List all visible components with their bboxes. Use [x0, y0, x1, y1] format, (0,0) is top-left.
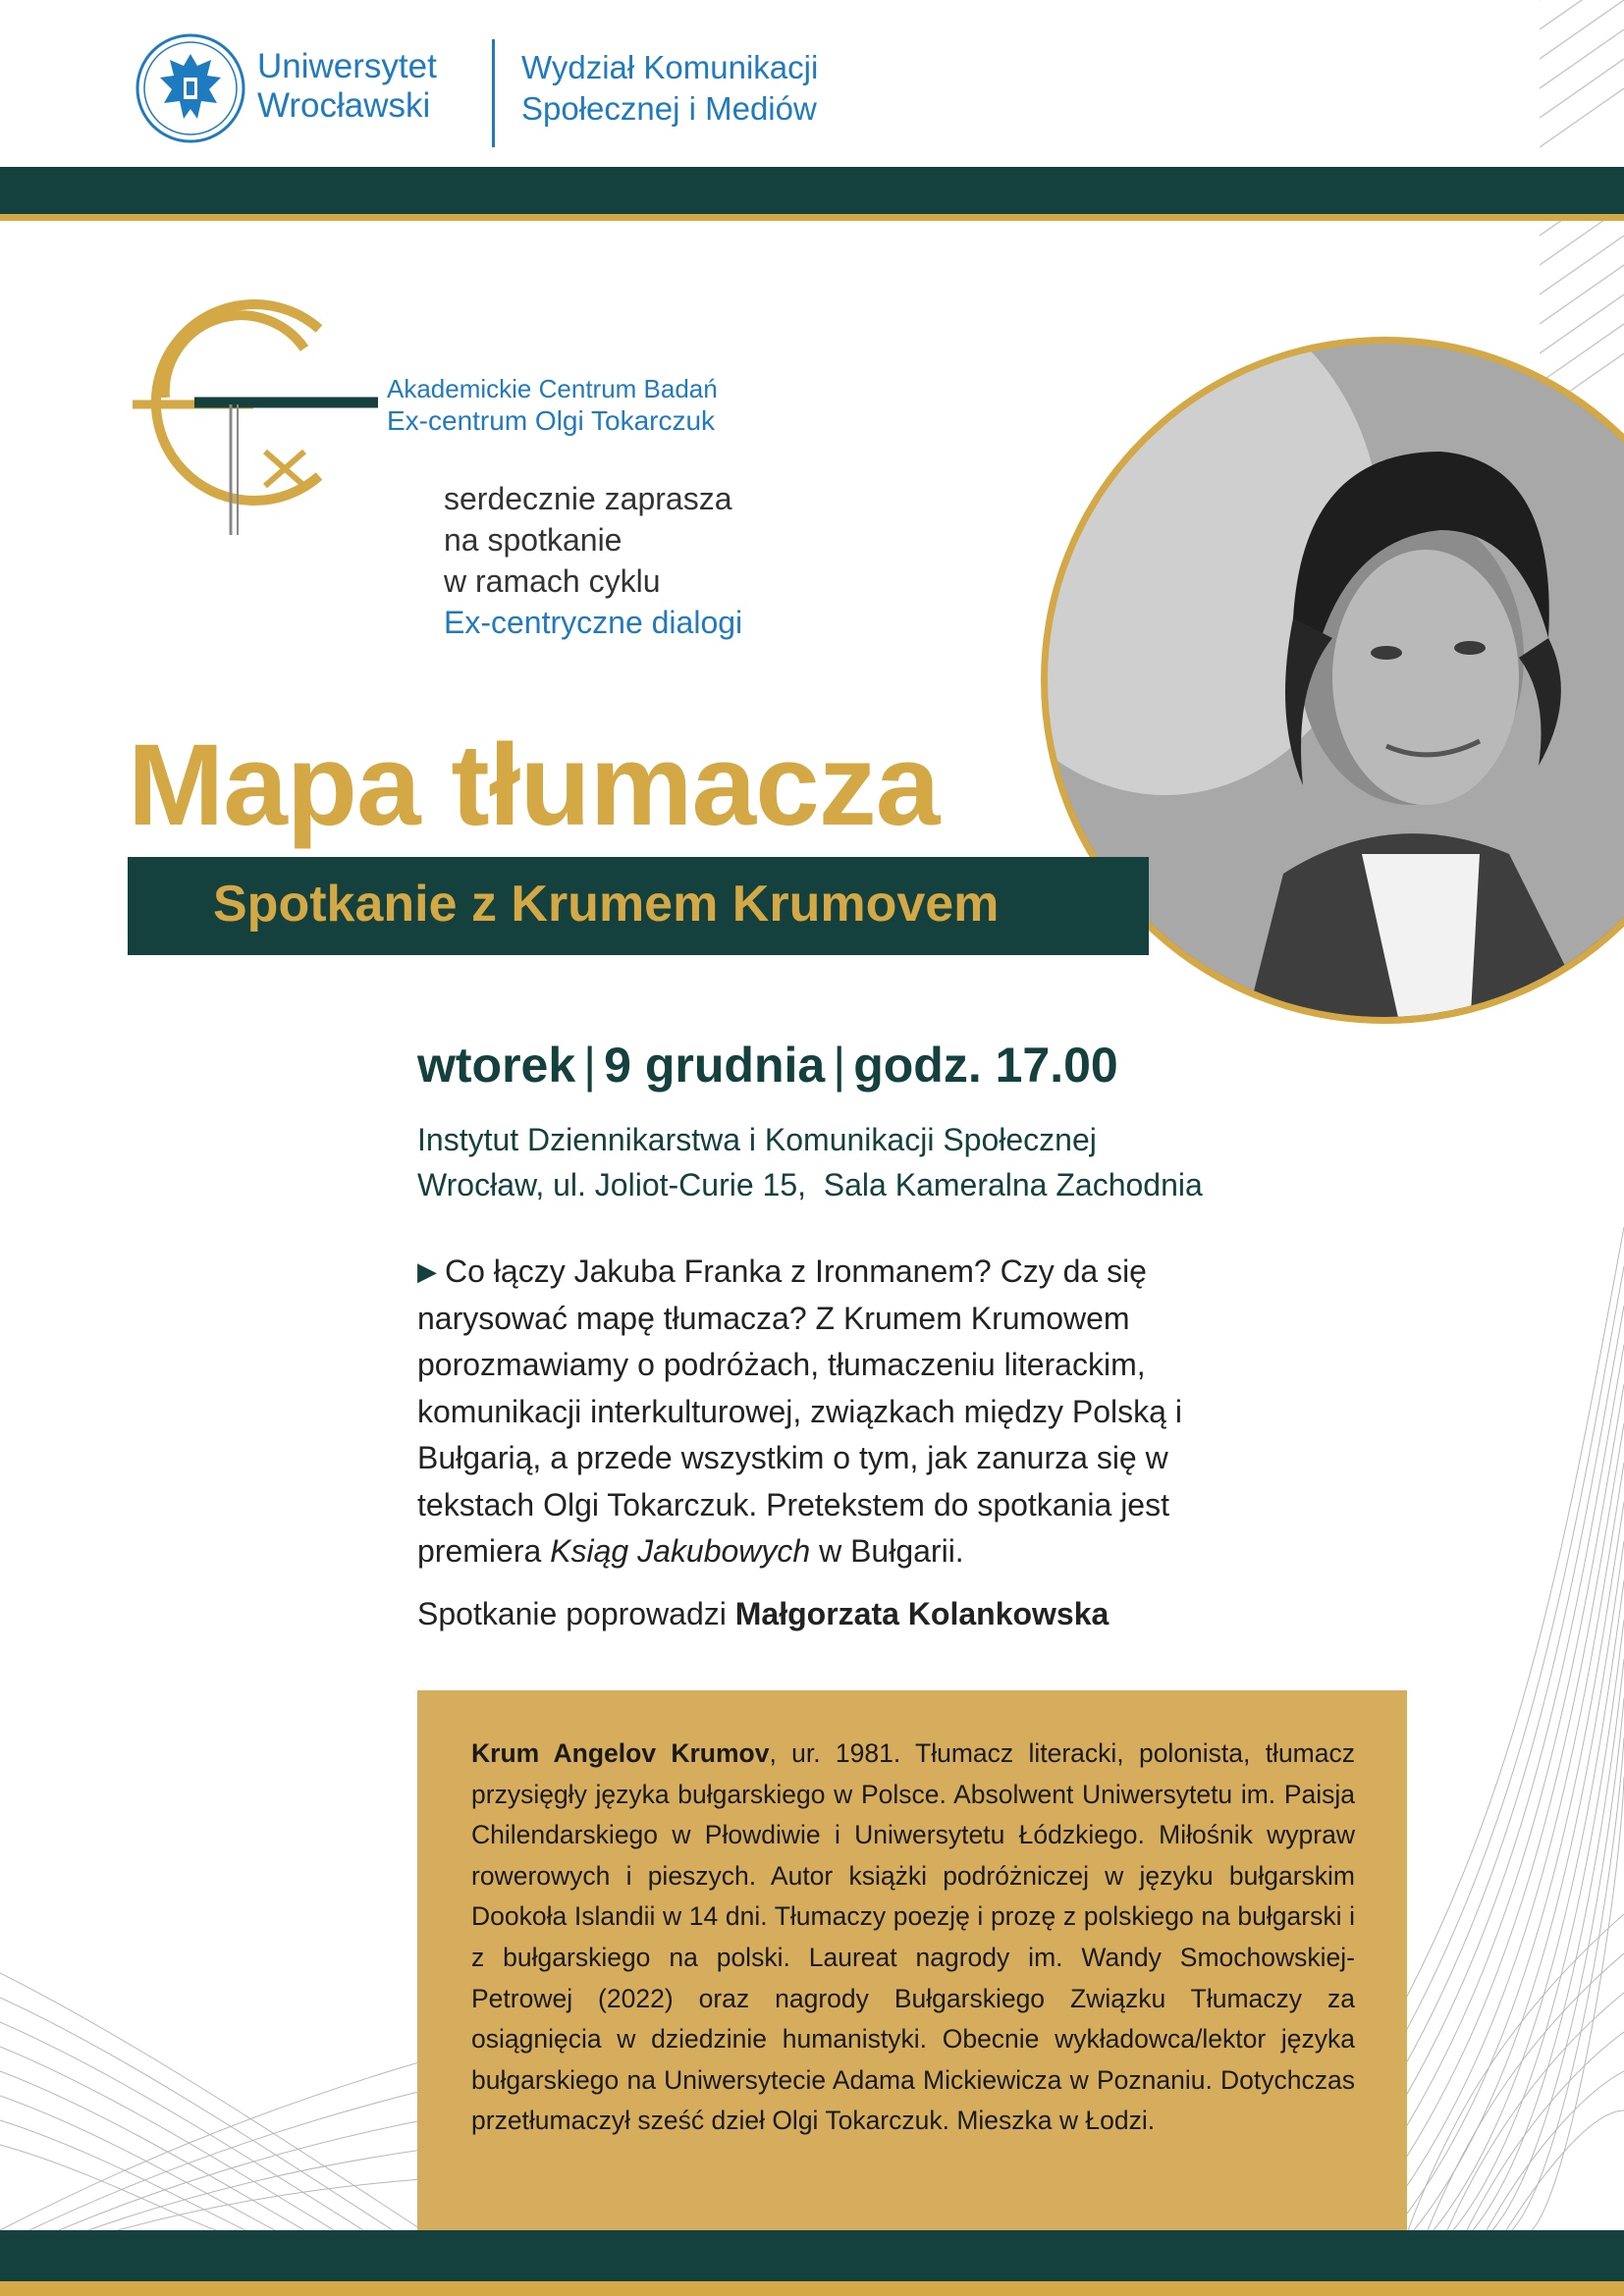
play-bullet-icon: ▶ — [417, 1256, 437, 1286]
university-name-line: Wrocławski — [257, 86, 431, 125]
faculty-name-line: Społecznej i Mediów — [521, 90, 817, 127]
footer-gold-stripe — [0, 2281, 1624, 2296]
venue-line-2: Wrocław, ul. Joliot-Curie 15, Sala Kameralna Zachodnia — [417, 1167, 1203, 1202]
series-name: Ex-centryczne dialogi — [444, 605, 743, 640]
invitation-line: na spotkanie — [444, 522, 623, 558]
header-band — [0, 167, 1624, 214]
centre-name-line-1: Akademickie Centrum Badań — [387, 374, 718, 403]
centre-name — [387, 373, 718, 438]
moderator-prefix: Spotkanie poprowadzi — [417, 1596, 727, 1631]
ex-centrum-logo-icon — [128, 294, 383, 540]
date-separator: | — [583, 1038, 597, 1093]
header-gold-stripe — [0, 214, 1624, 221]
event-day: wtorek — [417, 1038, 576, 1093]
moderator-name: Małgorzata Kolankowska — [734, 1596, 1110, 1631]
event-time: godz. 17.00 — [853, 1038, 1118, 1093]
event-venue — [417, 1117, 1203, 1207]
faculty-name-line: Wydział Komunikacji — [521, 49, 819, 85]
university-name-line: Uniwersytet — [257, 47, 437, 85]
faculty-name — [521, 47, 818, 130]
event-subtitle: Spotkanie z Krumem Krumovem — [213, 876, 1000, 933]
event-date: 9 grudnia — [604, 1038, 826, 1093]
bio-name: Krum Angelov Krumov — [471, 1738, 770, 1768]
invitation-line: w ramach cyklu — [444, 563, 661, 599]
invitation-line: serdecznie zaprasza — [444, 481, 732, 516]
university-name — [257, 47, 437, 126]
invitation-text — [444, 478, 742, 643]
date-separator: | — [833, 1038, 846, 1093]
footer-band — [0, 2230, 1624, 2281]
left-wave-line-pattern — [0, 1944, 422, 2230]
event-description — [417, 1249, 1281, 1575]
venue-line-1: Instytut Dziennikarstwa i Komunikacji Społecznej — [417, 1122, 1097, 1157]
description-text-end: w Bułgarii. — [819, 1533, 964, 1569]
moderator-line — [417, 1592, 1109, 1635]
book-title: Ksiąg Jakubowych — [550, 1533, 811, 1569]
event-title: Mapa tłumacza — [128, 721, 940, 850]
header-divider — [492, 39, 495, 147]
bio-text: , ur. 1981. Tłumacz literacki, polonista, tłumacz przysięgły języka bułgarskiego w Polsce. Absolwent Uniwersytetu im. Paisja Chilendarskiego w Płowdiwie i Uniwersytetu Łódzkiego. Miłośnik wypraw rowerowych i pieszych. Autor książki podróżniczej w języku bułgarskim Dookoła Islandii w 14 dni. Tłumaczy poezję i prozę z polskiego na bułgarski i z bułgarskiego na polski. Laureat nagrody im. Wandy Smochowskiej-Petrowej (2022) oraz nagrody Bułgarskiego Związku Tłumaczy za osiągnięcia w dziedzinie humanistyki. Obecnie wykładowca/lektor języka bułgarskiego na Uniwersytecie Adama Mickiewicza w Poznaniu. Dotychczas przetłumaczył sześć dzieł Olgi Tokarczuk. Mieszka w Łodzi. — [471, 1738, 1355, 2136]
centre-name-line-2: Ex-centrum Olgi Tokarczuk — [387, 405, 716, 436]
event-date-line — [417, 1033, 1118, 1097]
university-logo-icon — [135, 32, 246, 144]
description-text: Co łączy Jakuba Franka z Ironmanem? Czy da się narysować mapę tłumacza? Z Krumem Krumowem porozmawiamy o podróżach, tłumaczeniu literackim, komunikacji interkulturowej, związkach między Polską i Bułgarią, a przede wszystkim o tym, jak zanurza się w tekstach Olgi Tokarczuk. Pretekstem do spotkania jest premiera — [417, 1254, 1182, 1569]
speaker-bio — [471, 1734, 1355, 2142]
